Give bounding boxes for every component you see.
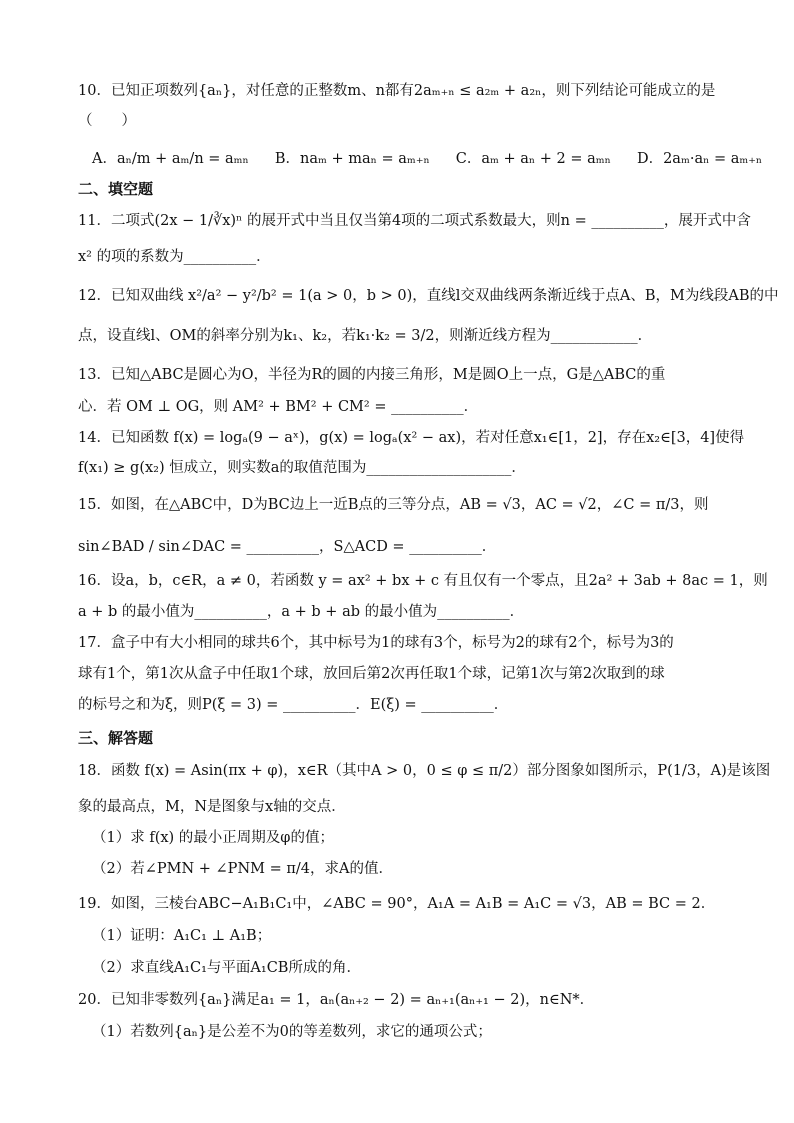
q16-line2: a + b 的最小值为__________，a + b + ab 的最小值为__________． xyxy=(78,604,525,620)
q13-line2: 心．若 OM ⊥ OG，则 AM² + BM² + CM² = __________． xyxy=(78,399,479,415)
q11-line1: 11．二项式(2x − 1/∛x)ⁿ 的展开式中当且仅当第4项的二项式系数最大，则n = __________，展开式中含 xyxy=(78,213,751,229)
q18-line2: 象的最高点，M，N是图象与x轴的交点． xyxy=(78,799,346,815)
q12-line2: 点，设直线l、OM的斜率分别为k₁、k₂，若k₁·k₂ = 3/2，则渐近线方程为____________． xyxy=(78,328,653,344)
q20-stem: 20．已知非零数列{aₙ}满足a₁ = 1，aₙ(aₙ₊₂ − 2) = aₙ₊₁(aₙ₊₁ − 2)，n∈N*． xyxy=(78,992,595,1008)
q10-stem: 10．已知正项数列{aₙ}，对任意的正整数m、n都有2aₘ₊ₙ ≤ a₂ₘ + a₂ₙ，则下列结论可能成立的是 xyxy=(78,83,716,99)
q18-part2: （2）若∠PMN + ∠PNM = π/4，求A的值． xyxy=(92,861,393,877)
section-solve: 三、解答题 xyxy=(78,729,154,747)
q10-options xyxy=(92,148,763,170)
q11-line2: x² 的项的系数为__________． xyxy=(78,249,271,265)
q18-part1: （1）求 f(x) 的最小正周期及φ的值； xyxy=(92,830,334,846)
q14-line2: f(x₁) ≥ g(x₂) 恒成立，则实数a的取值范围为____________________． xyxy=(78,460,526,476)
q14-line1: 14．已知函数 f(x) = logₐ(9 − aˣ)，g(x) = logₐ(x² − ax)，若对任意x₁∈[1，2]，存在x₂∈[3，4]使得 xyxy=(78,430,745,446)
q15-line2: sin∠BAD / sin∠DAC = __________，S△ACD = __________． xyxy=(78,539,497,555)
q18-line1: 18．函数 f(x) = Asin(πx + φ)，x∈R（其中A > 0，0 ≤ φ ≤ π/2）部分图象如图所示，P(1/3，A)是该图 xyxy=(78,763,771,779)
q17-line2: 球有1个，第1次从盒子中任取1个球，放回后第2次再任取1个球，记第1次与第2次取到的球 xyxy=(78,666,665,682)
q10-paren: （ ） xyxy=(78,113,136,129)
q19-part1: （1）证明：A₁C₁ ⊥ A₁B； xyxy=(92,928,272,944)
q12-line1: 12．已知双曲线 x²/a² − y²/b² = 1(a > 0，b > 0)，直线l交双曲线两条渐近线于点A、B，M为线段AB的中 xyxy=(78,288,779,304)
section-fill-in: 二、填空题 xyxy=(78,180,154,198)
q15-line1: 15．如图，在△ABC中，D为BC边上一近B点的三等分点，AB = √3，AC = √2，∠C = π/3，则 xyxy=(78,497,709,513)
q10-option-c: C．aₘ + aₙ + 2 = aₘₙ xyxy=(455,151,611,167)
q10-option-a: A．aₙ/m + aₘ/n = aₘₙ xyxy=(92,151,249,167)
q10-option-d: D．2aₘ·aₙ = aₘ₊ₙ xyxy=(636,151,763,167)
q13-line1: 13．已知△ABC是圆心为O，半径为R的圆的内接三角形，M是圆O上一点，G是△ABC的重 xyxy=(78,367,666,383)
q19-part2: （2）求直线A₁C₁与平面A₁CB所成的角． xyxy=(92,960,361,976)
q20-part1: （1）若数列{aₙ}是公差不为0的等差数列，求它的通项公式； xyxy=(92,1024,492,1040)
q10-option-b: B．naₘ + maₙ = aₘ₊ₙ xyxy=(274,151,430,167)
q17-line3: 的标号之和为ξ，则P(ξ = 3) = __________．E(ξ) = __________． xyxy=(78,697,509,713)
q19-stem: 19．如图，三棱台ABC−A₁B₁C₁中，∠ABC = 90°，A₁A = A₁B = A₁C = √3，AB = BC = 2． xyxy=(78,896,716,912)
q17-line1: 17．盒子中有大小相同的球共6个，其中标号为1的球有3个，标号为2的球有2个，标号为3的 xyxy=(78,635,674,651)
q16-line1: 16．设a，b，c∈R，a ≠ 0，若函数 y = ax² + bx + c 有且仅有一个零点，且2a² + 3ab + 8ac = 1，则 xyxy=(78,573,768,589)
